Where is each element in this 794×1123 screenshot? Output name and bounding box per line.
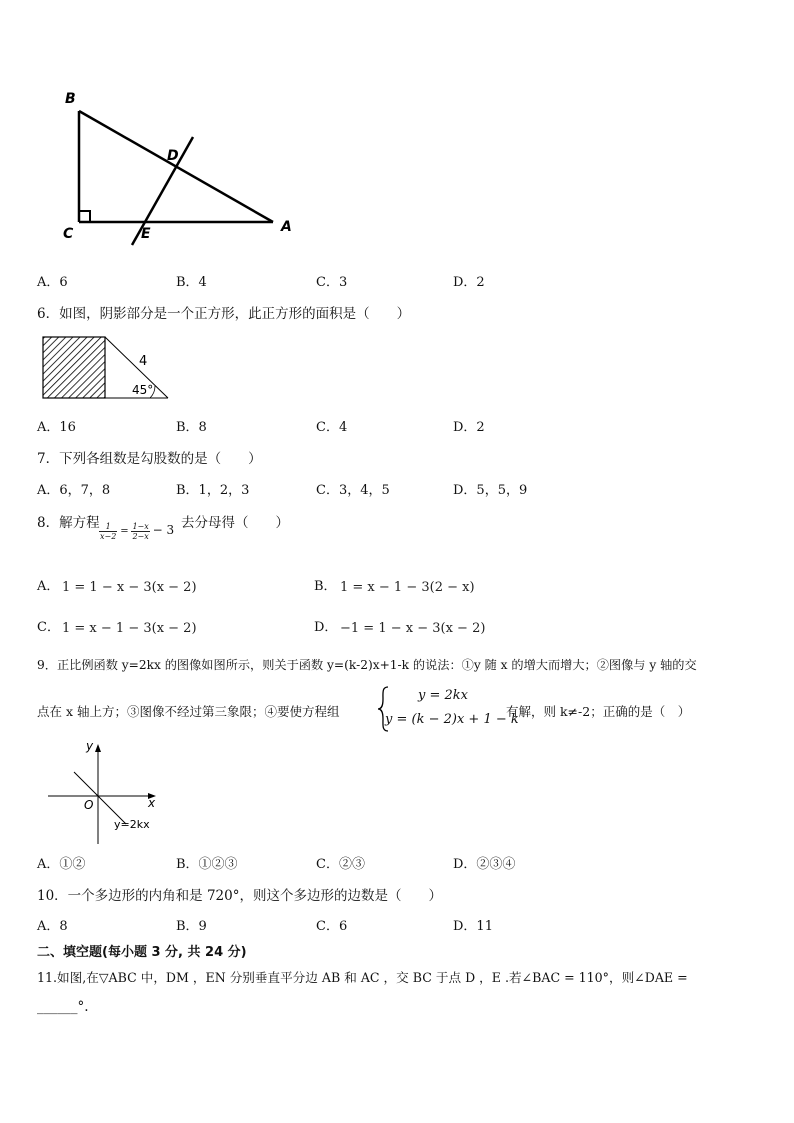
line-y-2kx <box>74 772 126 824</box>
question-9-line-2-post: 有解，则 k≠-2；正确的是（ ） <box>506 704 691 719</box>
frac2-denominator: 2−x <box>132 532 149 541</box>
q8-option-c-label[interactable]: C． <box>37 620 60 635</box>
question-8-equation <box>99 522 174 541</box>
question-8-prefix: 8．解方程 <box>37 515 100 531</box>
question-6: 6．如图，阴影部分是一个正方形，此正方形的面积是（ ） <box>37 306 411 322</box>
q10-option-b[interactable]: B．9 <box>176 919 207 934</box>
q7-option-a[interactable]: A．6，7，8 <box>37 483 111 498</box>
q6-option-b[interactable]: B．8 <box>176 420 207 435</box>
q10-option-a[interactable]: A．8 <box>37 919 68 934</box>
question-10: 10．一个多边形的内角和是 720°，则这个多边形的边数是（ ） <box>37 888 442 904</box>
frac1-denominator: x−2 <box>100 532 117 541</box>
side-length-label: 4 <box>139 354 148 369</box>
label-d: D <box>167 148 179 164</box>
question-11-line-1: 11.如图,在▽ABC 中，DM ，EN 分别垂直平分边 AB 和 AC ，交 BC 于点 D ，E .若∠BAC = 110°，则∠DAE = <box>37 970 688 985</box>
q9-option-a[interactable]: A．①② <box>37 857 86 872</box>
system-equation-1: y = 2kx <box>418 688 468 703</box>
shaded-square <box>43 337 105 398</box>
q9-option-c[interactable]: C．②③ <box>316 857 365 872</box>
question-8-suffix: 去分母得（ ） <box>181 515 289 531</box>
label-a: A <box>281 219 292 235</box>
q10-option-c[interactable]: C．6 <box>316 919 348 934</box>
fraction-1 <box>99 522 117 541</box>
q6-option-a[interactable]: A．16 <box>37 420 76 435</box>
q5-option-b[interactable]: B．4 <box>176 275 207 290</box>
minus-three: − 3 <box>152 523 175 537</box>
label-b: B <box>65 91 76 107</box>
q9-option-d[interactable]: D．②③④ <box>453 857 516 872</box>
question-11-line-2[interactable]: ______°. <box>37 999 89 1015</box>
frac2-numerator: 1−x <box>132 522 149 531</box>
q9-option-b[interactable]: B．①②③ <box>176 857 238 872</box>
q8-option-c-equation: 1 = x − 1 − 3(x − 2) <box>62 621 197 636</box>
label-c: C <box>63 226 74 242</box>
q7-option-b[interactable]: B．1，2，3 <box>176 483 250 498</box>
triangle-figure-q5 <box>55 88 315 258</box>
q8-option-d-label[interactable]: D． <box>314 620 338 635</box>
q6-option-d[interactable]: D．2 <box>453 420 485 435</box>
fraction-2 <box>131 522 149 541</box>
q8-option-a-label[interactable]: A． <box>37 579 60 594</box>
origin-label: O <box>84 798 94 812</box>
equals-sign: = <box>120 526 129 537</box>
q10-option-d[interactable]: D．11 <box>453 919 493 934</box>
frac1-numerator: 1 <box>99 522 117 532</box>
y-axis-arrow <box>95 744 101 752</box>
question-7: 7．下列各组数是勾股数的是（ ） <box>37 451 262 467</box>
line-label: y=2kx <box>114 818 150 831</box>
question-9-line-2-pre: 点在 x 轴上方；③图像不经过第三象限；④要使方程组 <box>37 704 340 719</box>
q6-option-c[interactable]: C．4 <box>316 420 348 435</box>
label-e: E <box>141 226 151 242</box>
system-equation-2: y = (k − 2)x + 1 − k <box>385 712 519 727</box>
right-angle-mark <box>79 211 90 222</box>
x-axis-label: x <box>148 796 156 810</box>
q8-option-a-equation: 1 = 1 − x − 3(x − 2) <box>62 580 197 595</box>
q5-option-a[interactable]: A．6 <box>37 275 68 290</box>
section-2-title: 二、填空题(每小题 3 分, 共 24 分) <box>37 945 247 960</box>
square-figure-q6 <box>40 334 175 402</box>
q8-option-d-equation: −1 = 1 − x − 3(x − 2) <box>340 621 486 636</box>
q7-option-d[interactable]: D．5，5，9 <box>453 483 528 498</box>
q5-option-d[interactable]: D．2 <box>453 275 485 290</box>
q8-option-b-equation: 1 = x − 1 − 3(2 − x) <box>340 580 475 595</box>
y-axis-label: y <box>86 739 94 753</box>
q7-option-c[interactable]: C．3，4，5 <box>316 483 390 498</box>
graph-q9 <box>46 736 166 846</box>
q8-option-b-label[interactable]: B． <box>314 579 337 594</box>
q5-option-c[interactable]: C．3 <box>316 275 348 290</box>
question-9-line-1: 9．正比例函数 y=2kx 的图像如图所示，则关于函数 y=(k-2)x+1-k 的说法：①y 随 x 的增大而增大；②图像与 y 轴的交 <box>37 658 697 672</box>
angle-label: 45° <box>132 383 154 397</box>
